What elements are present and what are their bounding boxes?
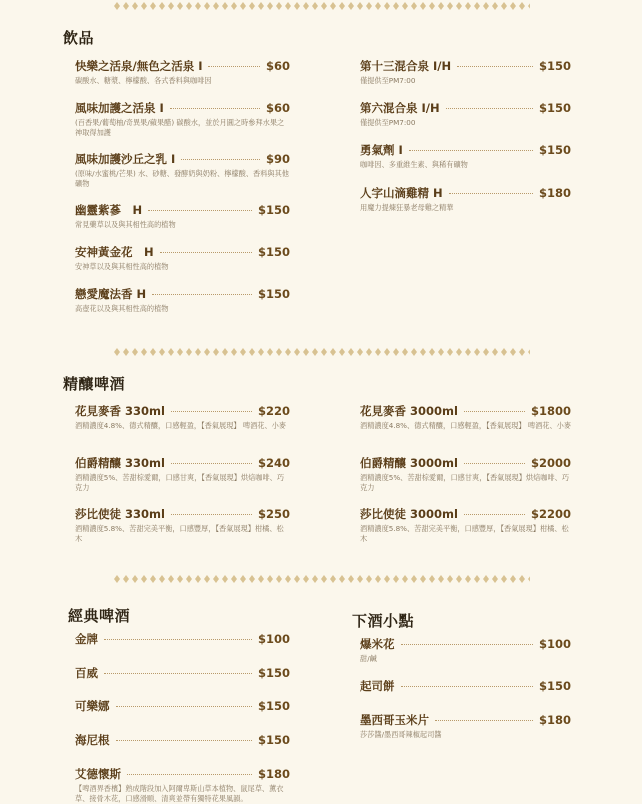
item-desc: 用魔力提煉狂暴老母雞之精華 (360, 203, 454, 212)
item-price: $2000 (530, 456, 571, 470)
ornament-diamond (339, 575, 345, 583)
item-desc: 常見藥草以及與其相性高的植物 (75, 220, 176, 229)
ornament-diamond (186, 2, 192, 10)
ornament-diamond (204, 348, 210, 356)
ornament-diamond (222, 348, 228, 356)
ornament-diamond (438, 2, 444, 10)
ornament-diamond (438, 575, 444, 583)
ornament-diamond (204, 2, 210, 10)
item-price: $100 (257, 632, 290, 646)
ornament-diamond (168, 348, 174, 356)
ornament-diamond (339, 348, 345, 356)
item-price: $250 (257, 507, 290, 521)
ornament-diamond (258, 348, 264, 356)
ornament-diamond (384, 2, 390, 10)
ornament-diamond (258, 2, 264, 10)
ornament-diamond (519, 2, 525, 10)
menu-item (75, 99, 290, 138)
item-price: $150 (257, 245, 290, 259)
ornament-diamond (519, 575, 525, 583)
ornament-diamond (159, 2, 165, 10)
item-desc: 酒精濃度5.8%、苦甜完美平衡，口感豐厚，【香氣展現】柑橘、松木 (75, 524, 284, 543)
ornament-diamond (474, 575, 480, 583)
ornament-diamond (240, 2, 246, 10)
ornament-diamond (240, 575, 246, 583)
ornament-diamond (438, 348, 444, 356)
item-desc: 僅提供至PM7:00 (360, 76, 416, 85)
ornament-diamond (213, 575, 219, 583)
ornament-diamond (483, 2, 489, 10)
menu-item (75, 243, 290, 272)
ornament-diamond (303, 348, 309, 356)
ornament-diamond (159, 348, 165, 356)
ornament-divider-middle (112, 347, 530, 357)
ornament-diamond (447, 575, 453, 583)
ornament-diamond (258, 575, 264, 583)
ornament-diamond (195, 575, 201, 583)
item-price: $150 (257, 699, 290, 713)
item-desc: 安神草以及與其相性高的植物 (75, 262, 169, 271)
ornament-diamond (411, 2, 417, 10)
ornament-diamond (294, 2, 300, 10)
ornament-diamond (402, 2, 408, 10)
menu-item (360, 677, 571, 695)
ornament-diamond (285, 2, 291, 10)
ornament-diamond (402, 348, 408, 356)
ornament-diamond (528, 575, 530, 583)
item-desc: 高壺花以及與其相性高的植物 (75, 304, 169, 313)
menu-item (360, 141, 571, 170)
menu-item (75, 630, 290, 648)
ornament-diamond (501, 575, 507, 583)
ornament-diamond (357, 348, 363, 356)
item-desc: 酒精濃度5.8%、苦甜完美平衡，口感豐厚，【香氣展現】柑橘、松木 (360, 524, 569, 543)
item-desc: 莎莎醬/墨西哥辣椒起司醬 (360, 730, 442, 739)
menu-item (75, 150, 290, 189)
ornament-diamond (492, 2, 498, 10)
ornament-diamond (303, 2, 309, 10)
menu-item (75, 505, 290, 544)
item-name: 海尼根 (75, 733, 110, 747)
ornament-diamond (492, 575, 498, 583)
item-name: 墨西哥玉米片 (360, 713, 429, 727)
item-desc: (百香果/葡萄柚/奇異果/蘋果醋) 碳酸水，並於月圓之時參拜水果之神取得加護 (75, 118, 285, 137)
ornament-diamond (357, 2, 363, 10)
ornament-diamond (168, 575, 174, 583)
menu-item (75, 454, 290, 493)
ornament-diamond (456, 348, 462, 356)
item-desc: 【啤酒界香檳】熟成階段加入阿爾卑斯山草本植物、鼠尾草、薰衣草、接骨木花，口感滑順、清爽並帶有獨特花果風韻。 (75, 784, 284, 803)
ornament-diamond (456, 575, 462, 583)
ornament-diamond (222, 575, 228, 583)
ornament-diamond (375, 575, 381, 583)
item-name: 第十三混合泉 I/H (360, 59, 452, 73)
ornament-diamond (420, 575, 426, 583)
item-desc: 僅提供至PM7:00 (360, 118, 416, 127)
menu-item (75, 765, 290, 804)
ornament-diamond (249, 348, 255, 356)
ornament-diamond (321, 575, 327, 583)
ornament-diamond (366, 2, 372, 10)
menu-item (360, 635, 571, 664)
item-name: 莎比使徒 3000ml (360, 507, 458, 521)
ornament-diamond (384, 348, 390, 356)
section-title-snacks: 下酒小點 (352, 612, 415, 630)
ornament-divider-lower (112, 574, 530, 584)
item-price: $60 (265, 59, 290, 73)
item-name: 艾德懷斯 (75, 767, 121, 781)
ornament-diamond (375, 348, 381, 356)
item-name: 伯爵精釀 330ml (75, 456, 165, 470)
section-title-craft-beer: 精釀啤酒 (63, 375, 126, 393)
item-price: $150 (538, 143, 571, 157)
ornament-diamond (492, 348, 498, 356)
item-name: 莎比使徒 330ml (75, 507, 165, 521)
menu-item (360, 402, 571, 431)
ornament-diamond (204, 575, 210, 583)
item-name: 起司餅 (360, 679, 395, 693)
item-desc: 酒精濃度4.8%、德式精釀，口感輕盈，【香氣展現】 啤酒花、小麥 (75, 421, 287, 430)
ornament-diamond (528, 348, 530, 356)
ornament-diamond (195, 2, 201, 10)
item-desc: 甜/鹹 (360, 654, 377, 663)
item-desc: 酒精濃度5%、苦甜棕愛爾，口感甘爽，【香氣展現】烘焙咖啡、巧克力 (75, 473, 285, 492)
item-desc: 酒精濃度4.8%、德式精釀，口感輕盈，【香氣展現】 啤酒花、小麥 (360, 421, 572, 430)
ornament-diamond (321, 348, 327, 356)
ornament-diamond (393, 348, 399, 356)
ornament-diamond (132, 575, 138, 583)
item-price: $100 (538, 637, 571, 651)
ornament-diamond (447, 2, 453, 10)
ornament-diamond (114, 575, 120, 583)
item-desc: 碳酸水、糖漿、檸檬酸、各式香料與咖啡因 (75, 76, 212, 85)
item-name: 勇氣劑 I (360, 143, 403, 157)
ornament-diamond (312, 348, 318, 356)
item-price: $60 (265, 101, 290, 115)
item-name: 花見麥香 330ml (75, 404, 165, 418)
menu-item (360, 57, 571, 86)
menu-item (75, 664, 290, 682)
ornament-diamond (285, 575, 291, 583)
ornament-diamond (177, 2, 183, 10)
item-price: $180 (538, 713, 571, 727)
item-name: 幽靈紫蔘 H (75, 203, 143, 217)
ornament-diamond (267, 575, 273, 583)
ornament-diamond (186, 348, 192, 356)
ornament-diamond (483, 348, 489, 356)
ornament-diamond (141, 348, 147, 356)
ornament-diamond (384, 575, 390, 583)
menu-item (75, 697, 290, 715)
ornament-diamond (510, 575, 516, 583)
item-price: $220 (257, 404, 290, 418)
ornament-diamond (249, 575, 255, 583)
item-price: $1800 (530, 404, 571, 418)
section-title-drinks: 飲品 (63, 29, 95, 47)
item-name: 風味加護之活泉 I (75, 101, 164, 115)
ornament-diamond (420, 348, 426, 356)
menu-item (360, 454, 571, 493)
item-name: 爆米花 (360, 637, 395, 651)
ornament-diamond (393, 575, 399, 583)
ornament-diamond (357, 575, 363, 583)
item-name: 人字山滴雞精 H (360, 186, 443, 200)
ornament-diamond (150, 2, 156, 10)
ornament-diamond (123, 2, 129, 10)
ornament-diamond (267, 348, 273, 356)
ornament-diamond (213, 2, 219, 10)
ornament-diamond (276, 575, 282, 583)
ornament-diamond (312, 575, 318, 583)
item-price: $240 (257, 456, 290, 470)
ornament-diamond (267, 2, 273, 10)
ornament-diamond (150, 575, 156, 583)
ornament-diamond (393, 2, 399, 10)
menu-item (360, 711, 571, 740)
item-price: $90 (265, 152, 290, 166)
ornament-diamond (339, 2, 345, 10)
item-desc: 酒精濃度5%、苦甜棕愛爾，口感甘爽，【香氣展現】烘焙咖啡、巧克力 (360, 473, 570, 492)
item-name: 第六混合泉 I/H (360, 101, 440, 115)
item-price: $150 (257, 666, 290, 680)
ornament-diamond (348, 2, 354, 10)
ornament-diamond (249, 2, 255, 10)
ornament-diamond (402, 575, 408, 583)
ornament-diamond (483, 575, 489, 583)
ornament-diamond (519, 348, 525, 356)
item-name: 快樂之活泉/無色之活泉 I (75, 59, 203, 73)
ornament-diamond (231, 575, 237, 583)
ornament-diamond (420, 2, 426, 10)
menu-item (75, 402, 290, 431)
ornament-diamond (348, 575, 354, 583)
ornament-diamond (222, 2, 228, 10)
ornament-diamond (366, 348, 372, 356)
ornament-diamond (123, 575, 129, 583)
ornament-diamond (276, 2, 282, 10)
item-name: 金牌 (75, 632, 98, 646)
ornament-diamond (141, 2, 147, 10)
menu-item (75, 285, 290, 314)
ornament-diamond (321, 2, 327, 10)
menu-item (75, 201, 290, 230)
menu-item (360, 184, 571, 213)
ornament-diamond (474, 2, 480, 10)
ornament-diamond (312, 2, 318, 10)
item-name: 可樂娜 (75, 699, 110, 713)
ornament-diamond (456, 2, 462, 10)
ornament-diamond (465, 2, 471, 10)
ornament-diamond (429, 348, 435, 356)
ornament-diamond (276, 348, 282, 356)
ornament-diamond (213, 348, 219, 356)
ornament-diamond (114, 348, 120, 356)
ornament-diamond (195, 348, 201, 356)
menu-item (360, 99, 571, 128)
ornament-diamond (465, 575, 471, 583)
item-price: $180 (257, 767, 290, 781)
menu-item (75, 57, 290, 86)
section-title-classic-beer: 經典啤酒 (68, 607, 131, 625)
ornament-diamond (474, 348, 480, 356)
ornament-diamond (285, 348, 291, 356)
ornament-diamond (501, 2, 507, 10)
ornament-diamond (366, 575, 372, 583)
item-desc: 咖啡因、多重維生素、與稀有礦物 (360, 160, 468, 169)
ornament-diamond (411, 348, 417, 356)
ornament-diamond (330, 2, 336, 10)
ornament-diamond (159, 575, 165, 583)
item-name: 花見麥香 3000ml (360, 404, 458, 418)
ornament-diamond (447, 348, 453, 356)
ornament-diamond (141, 575, 147, 583)
ornament-diamond (411, 575, 417, 583)
item-name: 伯爵精釀 3000ml (360, 456, 458, 470)
ornament-diamond (231, 348, 237, 356)
ornament-diamond (294, 575, 300, 583)
item-price: $150 (538, 59, 571, 73)
item-desc: (原味/水蜜桃/芒果) 水、砂糖、發酵奶與奶粉、檸檬酸、香料與其他礦物 (75, 169, 289, 188)
ornament-diamond (429, 2, 435, 10)
ornament-diamond (429, 575, 435, 583)
ornament-diamond (231, 2, 237, 10)
ornament-diamond (348, 348, 354, 356)
ornament-diamond (123, 348, 129, 356)
ornament-diamond (150, 348, 156, 356)
ornament-diamond (132, 2, 138, 10)
item-price: $150 (538, 679, 571, 693)
item-price: $2200 (530, 507, 571, 521)
ornament-diamond (465, 348, 471, 356)
ornament-diamond (114, 2, 120, 10)
ornament-diamond (303, 575, 309, 583)
ornament-diamond (501, 348, 507, 356)
item-price: $150 (257, 287, 290, 301)
ornament-diamond (177, 575, 183, 583)
item-price: $150 (257, 733, 290, 747)
ornament-diamond (186, 575, 192, 583)
ornament-diamond (330, 575, 336, 583)
item-name: 百威 (75, 666, 98, 680)
item-name: 風味加護沙丘之乳 I (75, 152, 176, 166)
ornament-diamond (510, 2, 516, 10)
menu-item (75, 731, 290, 749)
ornament-diamond (240, 348, 246, 356)
ornament-diamond (177, 348, 183, 356)
item-name: 安神黃金花 H (75, 245, 154, 259)
item-price: $180 (538, 186, 571, 200)
item-name: 戀愛魔法香 H (75, 287, 147, 301)
item-price: $150 (538, 101, 571, 115)
menu-item (360, 505, 571, 544)
ornament-diamond (294, 348, 300, 356)
ornament-diamond (528, 2, 530, 10)
ornament-diamond (132, 348, 138, 356)
item-price: $150 (257, 203, 290, 217)
ornament-diamond (375, 2, 381, 10)
ornament-diamond (330, 348, 336, 356)
ornament-diamond (168, 2, 174, 10)
ornament-diamond (510, 348, 516, 356)
ornament-divider-top (112, 1, 530, 11)
